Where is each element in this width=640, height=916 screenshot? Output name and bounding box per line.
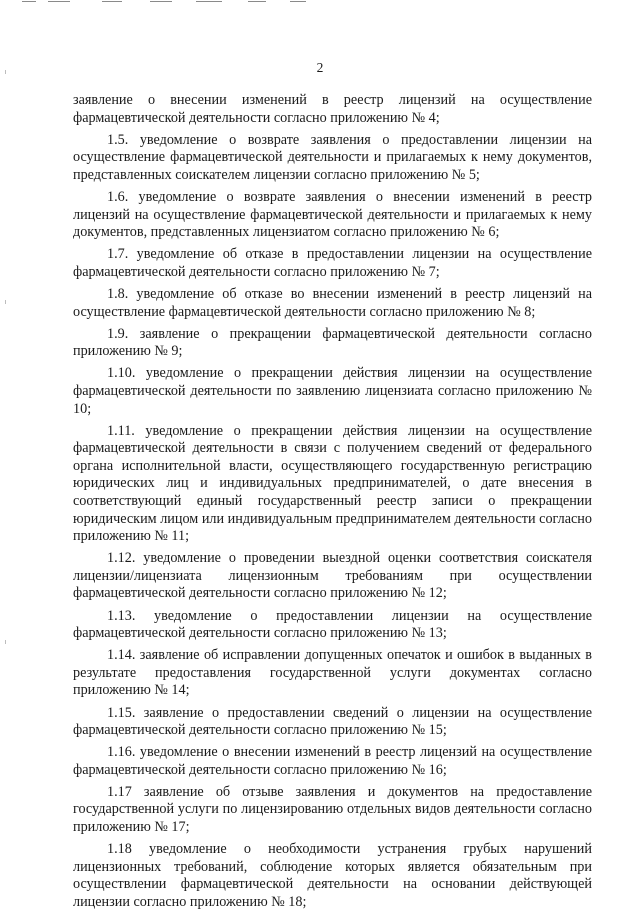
paragraph-1-10: 1.10. уведомление о прекращении действия лицензии на осуществление фармацевтической деятельности по заявлению лицензиата согласно приложению № 10; bbox=[73, 365, 592, 417]
paragraph-1-7: 1.7. уведомление об отказе в предоставлении лицензии на осуществление фармацевтической деятельности согласно приложению № 7; bbox=[73, 246, 592, 280]
paragraph-1-16: 1.16. уведомление о внесении изменений в реестр лицензий на осуществление фармацевтической деятельности согласно приложению № 16; bbox=[73, 744, 592, 778]
scan-margin-mark bbox=[5, 640, 6, 644]
paragraph-1-17: 1.17 заявление об отзыве заявления и документов на предоставление государственной услуги по лицензированию отдельных видов деятельности согласно приложению № 17; bbox=[73, 783, 592, 836]
paragraph-1-14: 1.14. заявление об исправлении допущенных опечаток и ошибок в выданных в результате предоставления государственной услуги документах согласно приложению № 14; bbox=[73, 647, 592, 699]
paragraph-1-5: 1.5. уведомление о возврате заявления о предоставлении лицензии на осуществление фармацевтической деятельности и прилагаемых к нему документов, представленных соискателем лицензии согласно приложению № 5; bbox=[73, 131, 592, 183]
paragraph-1-6: 1.6. уведомление о возврате заявления о внесении изменений в реестр лицензий на осуществление фармацевтической деятельности и прилагаемых к нему документов, представленных лицензиатом согласно приложению № 6; bbox=[73, 188, 592, 241]
scan-margin-mark bbox=[5, 300, 6, 304]
paragraph-1-15: 1.15. заявление о предоставлении сведений о лицензии на осуществление фармацевтической деятельности согласно приложению № 15; bbox=[73, 704, 592, 739]
document-body bbox=[73, 92, 592, 916]
paragraph-1-13: 1.13. уведомление о предоставлении лицензии на осуществление фармацевтической деятельности согласно приложению № 13; bbox=[73, 607, 592, 642]
paragraph-1-18: 1.18 уведомление о необходимости устранения грубых нарушений лицензионных требований, соблюдение которых является обязательным при осуществлении фармацевтической деятельности на основании действующей лицензии согласно приложению № 18; bbox=[73, 841, 592, 910]
paragraph-1-12: 1.12. уведомление о проведении выездной оценки соответствия соискателя лицензии/лицензиата лицензионным требованиям при осуществлении фармацевтической деятельности согласно приложению № 12; bbox=[73, 550, 592, 602]
paragraph-continuation: заявление о внесении изменений в реестр лицензий на осуществление фармацевтической деятельности согласно приложению № 4; bbox=[73, 92, 592, 126]
page-number: 2 bbox=[316, 60, 324, 75]
paragraph-1-11: 1.11. уведомление о прекращении действия лицензии на осуществление фармацевтической деятельности в связи с получением сведений от федерального органа исполнительной власти, осуществляющего государственную регистрацию юридических лиц и индивидуальных предпринимателей, о дате внесения в соответствующий единый государственный реестр записи о прекращении юридическим лицом или индивидуальным предпринимателем деятельности согласно приложению № 11; bbox=[73, 422, 592, 545]
paragraph-1-9: 1.9. заявление о прекращении фармацевтической деятельности согласно приложению № 9; bbox=[73, 325, 592, 360]
scan-top-edge-marks bbox=[0, 0, 640, 4]
paragraph-1-8: 1.8. уведомление об отказе во внесении изменений в реестр лицензий на осуществление фармацевтической деятельности согласно приложению № 8; bbox=[73, 285, 592, 320]
